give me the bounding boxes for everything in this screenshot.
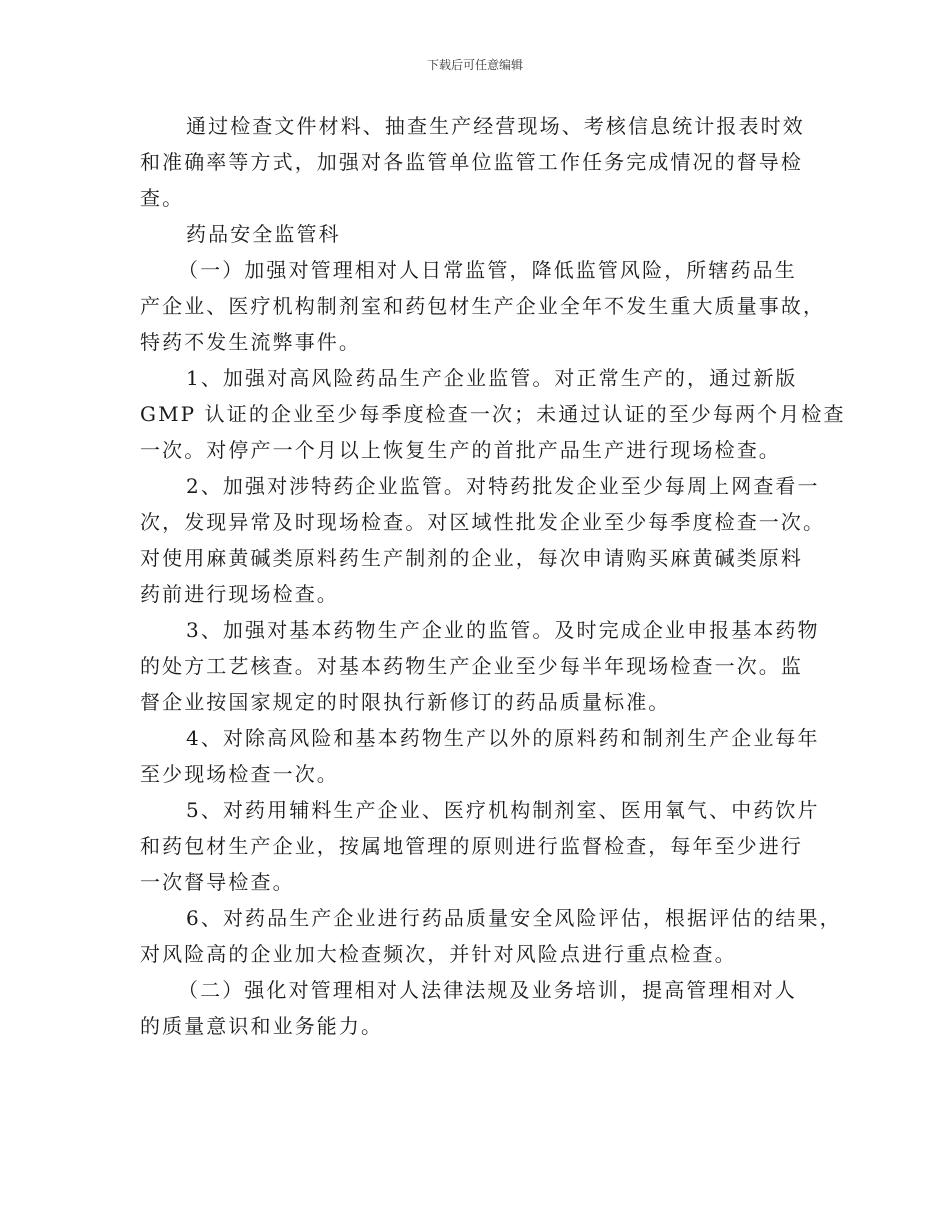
text-line: 一次督导检查。 xyxy=(140,870,295,894)
text-line: 药前进行现场检查。 xyxy=(140,582,339,606)
text-line: 对使用麻黄碱类原料药生产制剂的企业，每次申请购买麻黄碱类原料 xyxy=(140,546,803,570)
text-line: 对风险高的企业加大检查频次，并针对风险点进行重点检查。 xyxy=(140,942,737,966)
text-line: 产企业、医疗机构制剂室和药包材生产企业全年不发生重大质量事故， xyxy=(140,294,826,318)
text-line: 督企业按国家规定的时限执行新修订的药品质量标准。 xyxy=(140,690,671,714)
document-body xyxy=(140,108,846,1044)
text-line: （二）强化对管理相对人法律法规及业务培训，提高管理相对人 xyxy=(178,978,797,1002)
text-line: 5、对药用辅料生产企业、医疗机构制剂室、医用氧气、中药饮片 xyxy=(186,798,820,822)
text-line: 特药不发生流弊事件。 xyxy=(140,330,361,354)
header-note: 下载后可任意编辑 xyxy=(426,58,523,72)
text-line: 一次。对停产一个月以上恢复生产的首批产品生产进行现场检查。 xyxy=(140,438,781,462)
text-line: 通过检查文件材料、抽查生产经营现场、考核信息统计报表时效 xyxy=(186,114,805,138)
text-line: 次，发现异常及时现场检查。对区域性批发企业至少每季度检查一次。 xyxy=(140,510,826,534)
text-line: 1、加强对高风险药品生产企业监管。对正常生产的，通过新版 xyxy=(186,366,798,390)
text-line: 和准确率等方式，加强对各监管单位监管工作任务完成情况的督导检 xyxy=(140,150,803,174)
text-line: GMP 认证的企业至少每季度检查一次；未通过认证的至少每两个月检查 xyxy=(140,402,846,426)
text-line: 的处方工艺核查。对基本药物生产企业至少每半年现场检查一次。监 xyxy=(140,654,803,678)
text-line: 和药包材生产企业，按属地管理的原则进行监督检查，每年至少进行 xyxy=(140,834,803,858)
text-line: 3、加强对基本药物生产企业的监管。及时完成企业申报基本药物 xyxy=(186,618,820,642)
text-line: 4、对除高风险和基本药物生产以外的原料药和制剂生产企业每年 xyxy=(186,726,820,750)
section-heading: 药品安全监管科 xyxy=(186,222,341,246)
text-line: 6、对药品生产企业进行药品质量安全风险评估，根据评估的结果， xyxy=(186,906,842,930)
text-line: 2、加强对涉特药企业监管。对特药批发企业至少每周上网查看一 xyxy=(186,474,820,498)
text-line: 至少现场检查一次。 xyxy=(140,762,339,786)
text-line: （一）加强对管理相对人日常监管，降低监管风险，所辖药品生 xyxy=(178,258,797,282)
text-line: 查。 xyxy=(140,186,185,210)
text-line: 的质量意识和业务能力。 xyxy=(140,1014,384,1038)
